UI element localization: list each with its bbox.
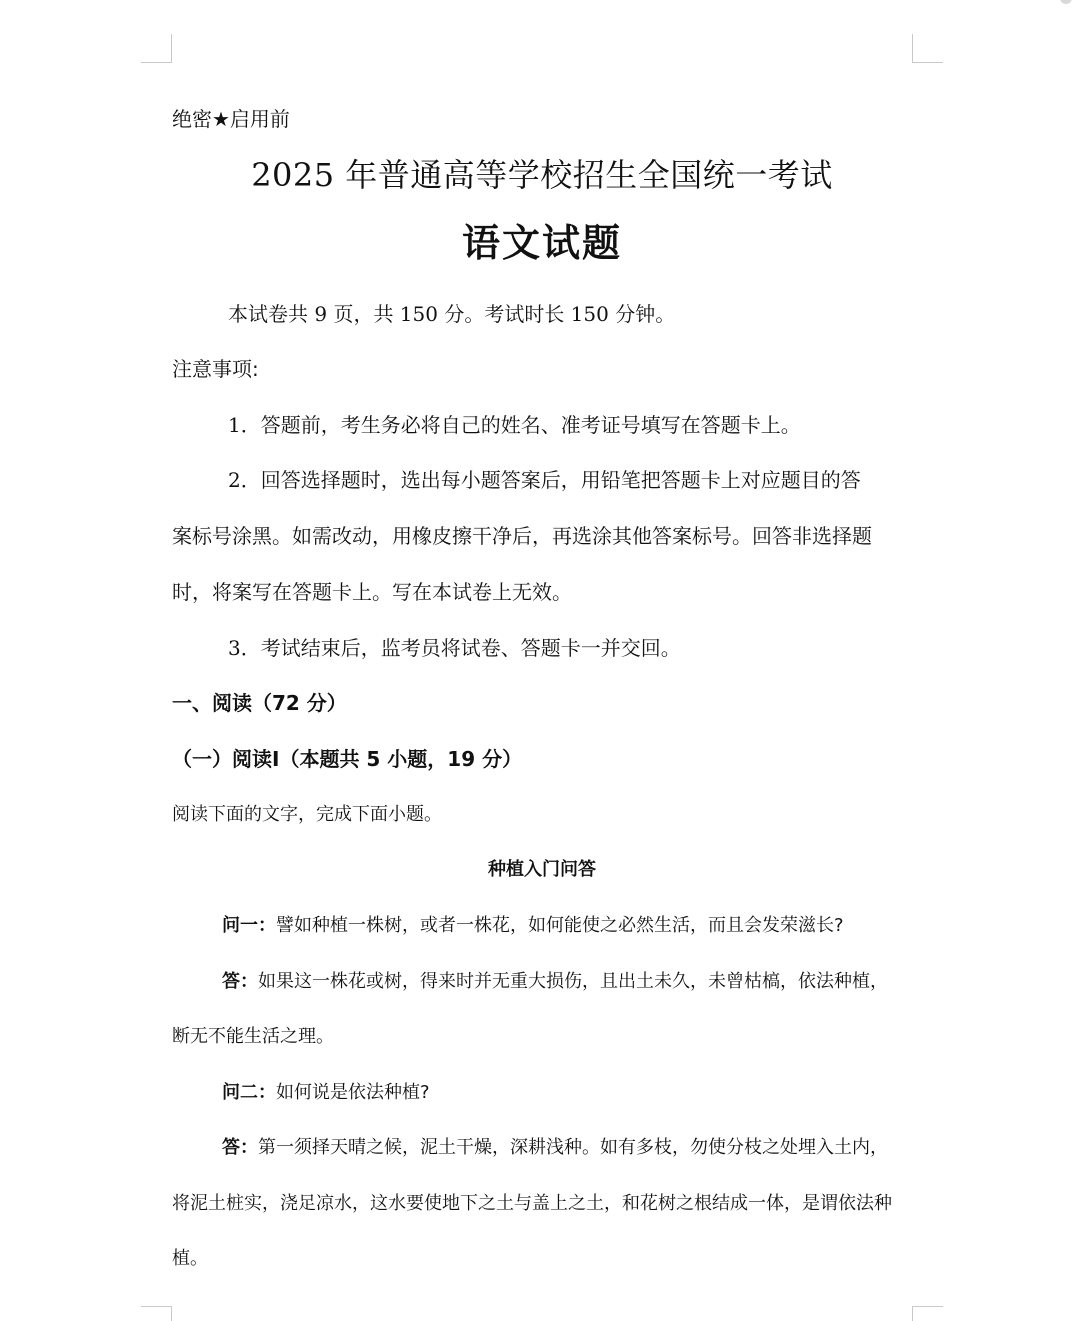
question-2 [222, 1079, 982, 1107]
answer-1-text: 如果这一株花或树，得来时并无重大损伤，且出土未久，未曾枯槁，依法种植， [258, 971, 888, 992]
answer-1-line-1 [222, 968, 982, 996]
exam-title: 2025 年普通高等学校招生全国统一考试 [251, 156, 833, 194]
notice-item-3: 3．考试结束后，监考员将试卷、答题卡一并交回。 [228, 636, 681, 660]
notice-item-2-line-2: 案标号涂黑。如需改动，用橡皮擦干净后，再选涂其他答案标号。回答非选择题 [172, 524, 872, 548]
question-1 [222, 912, 982, 940]
section-instruction: 阅读下面的文字，完成下面小题。 [172, 804, 442, 825]
margin-mark-bottom-right [912, 1306, 943, 1321]
margin-mark-bottom-left [141, 1306, 172, 1321]
notice-heading: 注意事项: [172, 357, 259, 381]
section-subheading: （一）阅读Ⅰ（本题共 5 小题，19 分） [172, 747, 523, 771]
question-2-label: 问二： [222, 1082, 276, 1103]
question-1-text: 譬如种植一株树，或者一株花，如何能使之必然生活，而且会发荣滋长? [276, 915, 844, 936]
answer-2-line-1 [222, 1134, 982, 1162]
margin-mark-top-right [912, 34, 943, 63]
notice-item-2-line-1: 2．回答选择题时，选出每小题答案后，用铅笔把答题卡上对应题目的答 [228, 468, 861, 492]
answer-2-line-2: 将泥土桩实，浇足凉水，这水要使地下之土与盖上之土，和花树之根结成一体，是谓依法种 [172, 1193, 892, 1214]
answer-2-line-3: 植。 [172, 1248, 208, 1269]
corner-indicator [1060, 0, 1072, 4]
intro-text: 本试卷共 9 页，共 150 分。考试时长 150 分钟。 [228, 302, 676, 326]
notice-item-1: 1．答题前，考生务必将自己的姓名、准考证号填写在答题卡上。 [228, 413, 801, 437]
answer-2-label: 答： [222, 1137, 258, 1158]
answer-1-label: 答： [222, 971, 258, 992]
notice-item-2-line-3: 时，将案写在答题卡上。写在本试卷上无效。 [172, 580, 572, 604]
section-heading: 一、阅读（72 分） [172, 691, 347, 715]
confidential-label: 绝密★启用前 [172, 107, 290, 131]
subject-title: 语文试题 [461, 221, 622, 265]
answer-2-text: 第一须择天晴之候，泥土干燥，深耕浅种。如有多枝，勿使分枝之处埋入土内， [258, 1137, 888, 1158]
question-1-label: 问一： [222, 915, 276, 936]
answer-1-line-2: 断无不能生活之理。 [172, 1026, 334, 1047]
margin-mark-top-left [141, 34, 172, 63]
question-2-text: 如何说是依法种植? [276, 1082, 430, 1103]
passage-title: 种植入门问答 [488, 859, 596, 880]
